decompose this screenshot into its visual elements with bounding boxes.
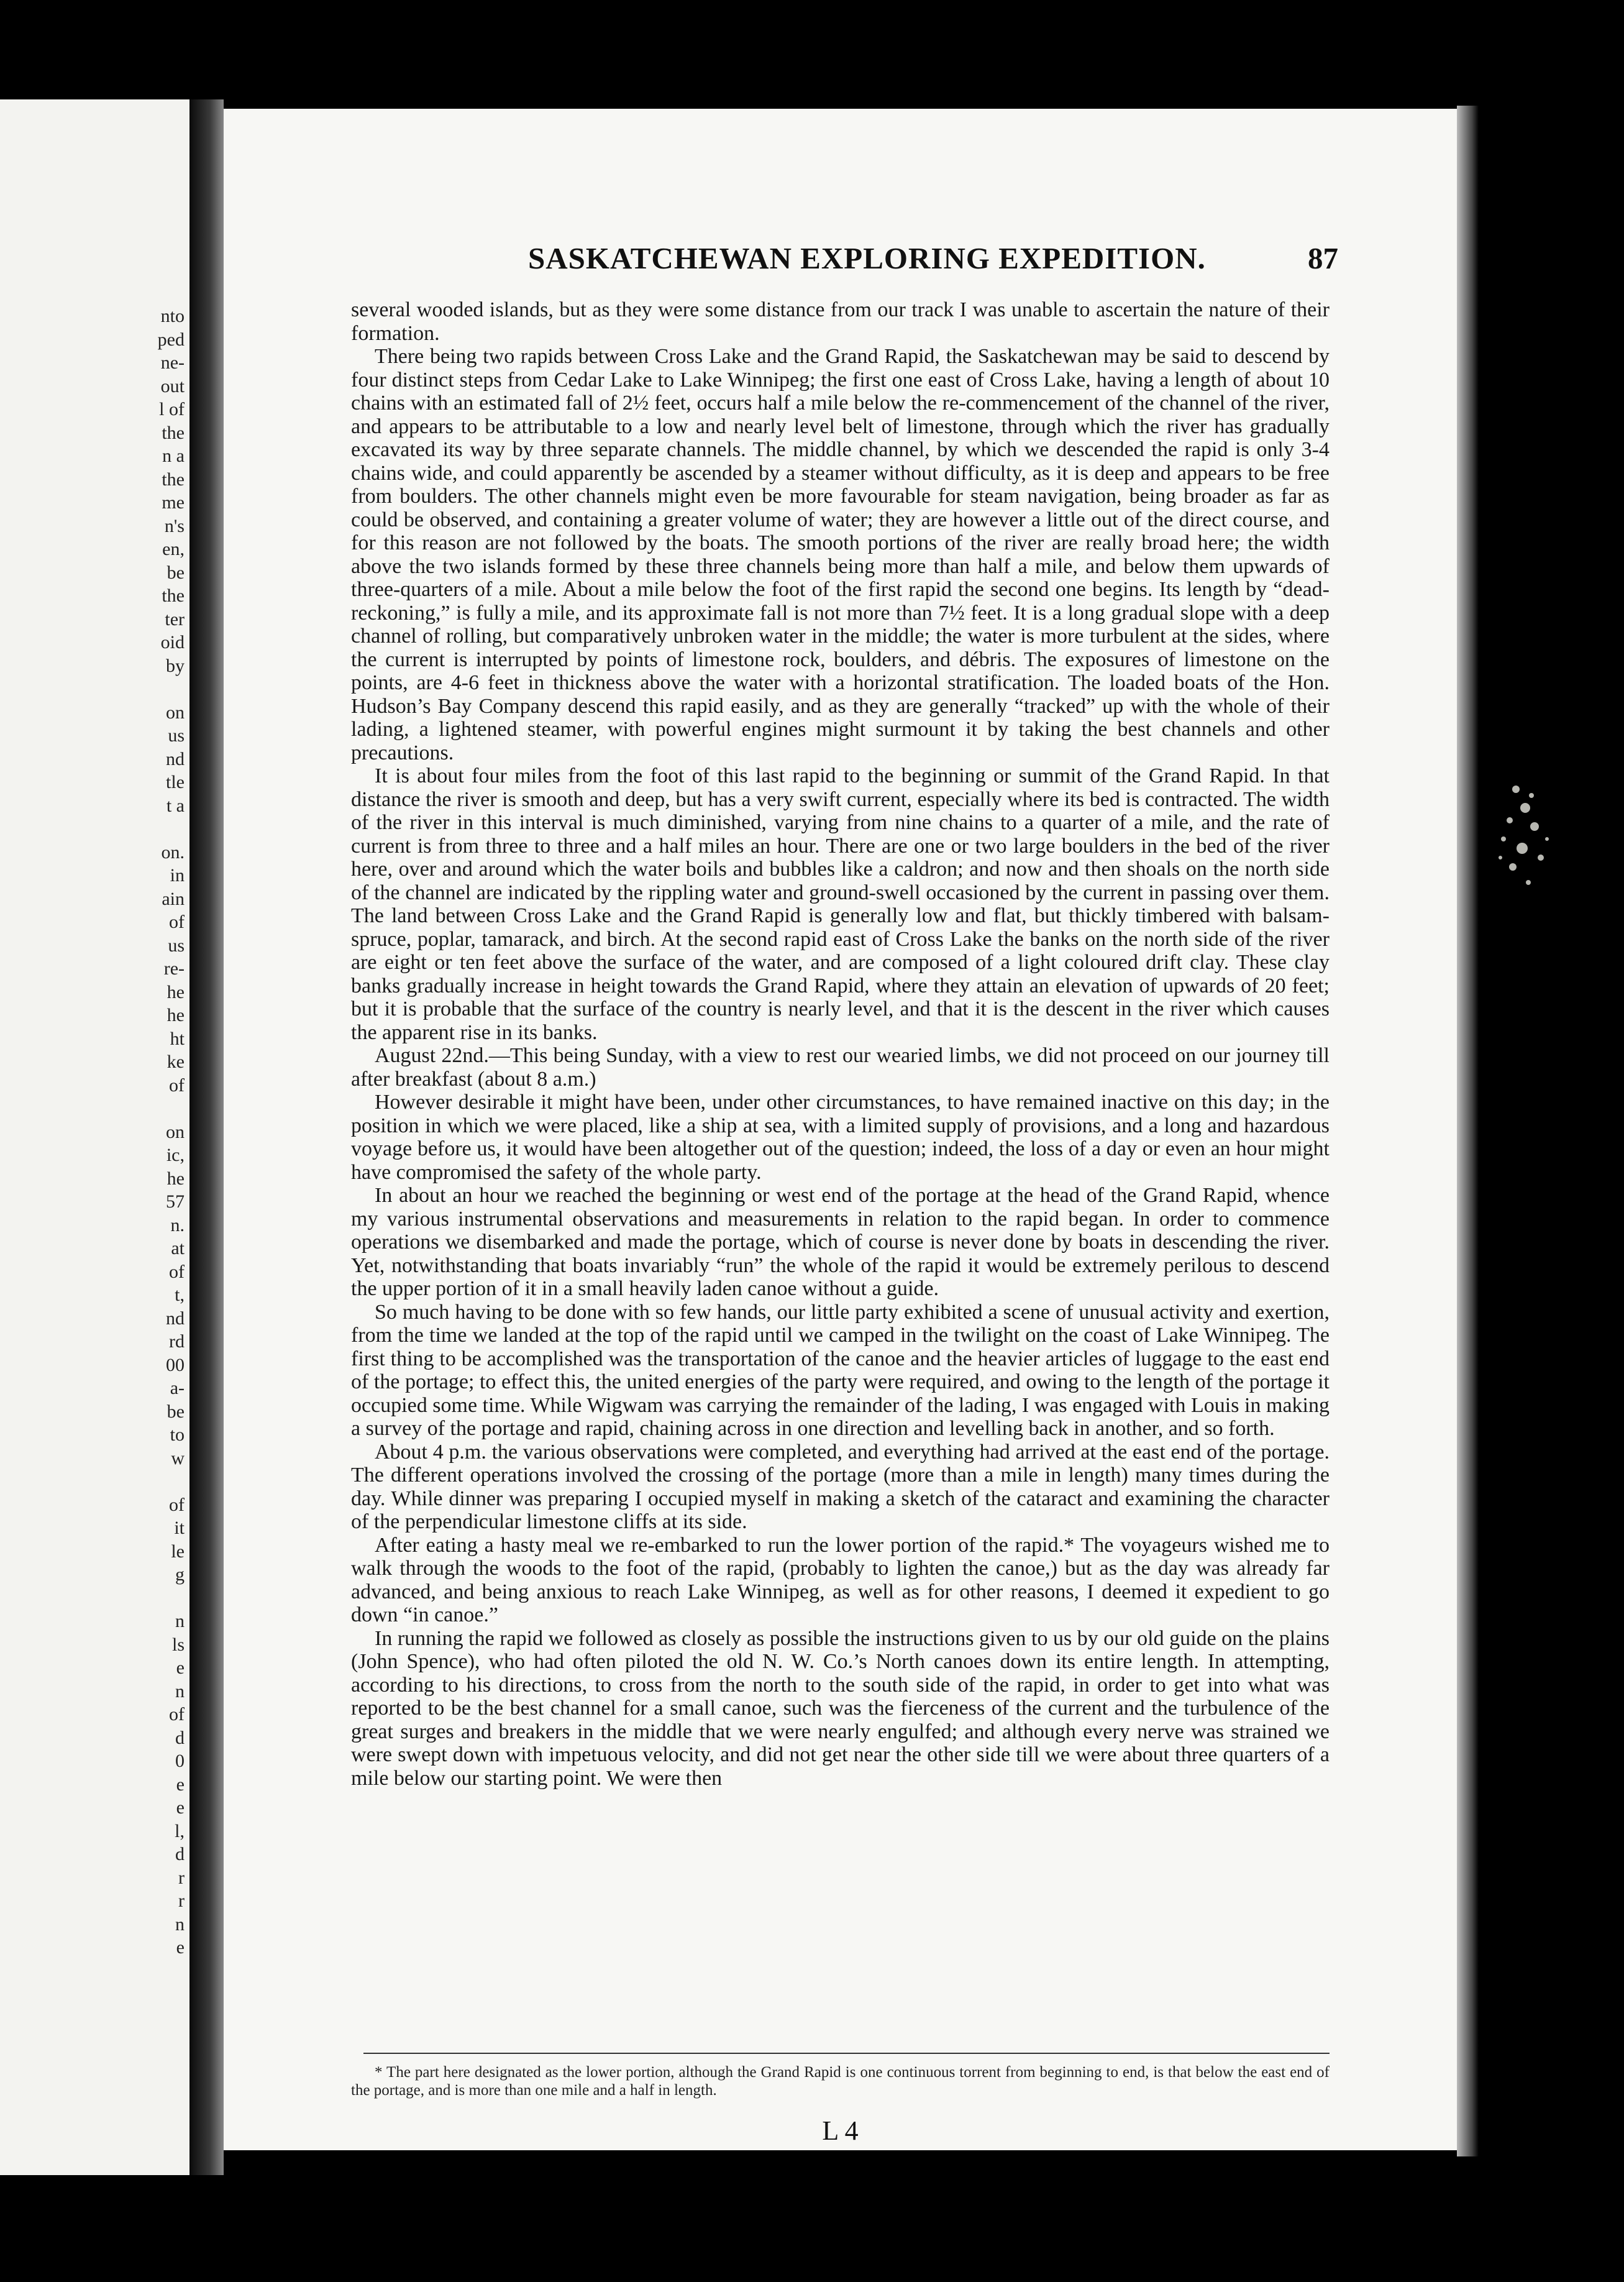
left-page-fragment: nd <box>166 1308 185 1329</box>
page-header <box>224 241 1457 278</box>
left-page-fragment: ter <box>165 608 185 630</box>
left-page-fragment: nto <box>160 306 185 326</box>
left-page-fragment: of <box>169 1494 185 1515</box>
left-page-fragment: nd <box>166 748 185 769</box>
left-page-fragment: e <box>176 1797 185 1818</box>
left-page-fragment: the <box>162 585 185 606</box>
left-page-fragment: r <box>178 1890 185 1911</box>
left-page-fragment: the <box>162 469 185 490</box>
paragraph: It is about four miles from the foot of this last rapid to the beginning or summit of the Grand Rapid. In that distance the river is smooth and deep, but has a very swift current, especially where its bed is contracted. The width of the river in this interval is much diminished, varying from nine chains to a quarter of a mile, and the rate of current is from three to three and a half miles an hour. There are one or two large boulders in the bed of the river here, over and around which the water boils and bubbles like a caldron; and now and then shoals on the north side of the channel are indicated by the rippling water and ground-swell occasioned by the current in passing over them. The land between Cross Lake and the Grand Rapid is generally low and flat, but thickly timbered with balsam-spruce, poplar, tamarack, and birch. At the second rapid east of Cross Lake the banks on the north side of the river are eight or ten feet above the surface of the water, and are composed of a light coloured drift clay. These clay banks gradually increase in height towards the Grand Rapid, where they attain an elevation of upwards of 20 feet; but it is probable that the surface of the country is nearly level, and that it is the descent in the river which causes the apparent rise in its banks. <box>351 764 1330 1044</box>
left-page-fragment: 57 <box>166 1191 185 1212</box>
left-page-fragment: oid <box>160 632 185 653</box>
left-page-fragment: l, <box>175 1820 185 1841</box>
signature-mark: L 4 <box>822 2115 859 2146</box>
left-page-fragment: ne- <box>160 352 185 373</box>
left-page-fragment: e <box>176 1774 185 1795</box>
paragraph: So much having to be done with so few hands, our little party exhibited a scene of unusual activity and exertion, from the time we landed at the top of the rapid until we camped in the twilight on the coast of Lake Winnipeg. The first thing to be accomplished was the transportation of the canoe and the heavier articles of luggage to the east end of the portage; to effect this, the united energies of the party were required, and owing to the length of the portage it occupied some time. While Wigwam was carrying the remainder of the lading, I was engaged with Louis in making a survey of the portage and rapid, chaining across in one direction and levelling back in another, and so forth. <box>351 1300 1330 1440</box>
left-page-fragment: n. <box>170 1214 185 1235</box>
left-page-fragment: it <box>174 1518 185 1538</box>
paragraph: In about an hour we reached the beginning or west end of the portage at the head of the Grand Rapid, whence my various instrumental observations and measurements in relation to the rapid began. In order to commence operations we disembarked and made the portage, which of course is never done by boats in descending the river. Yet, notwithstanding that boats invariably “run” the whole of the rapid it would be extremely perilous to descend the upper portion of it in a small heavily laden canoe without a guide. <box>351 1184 1330 1300</box>
left-page-fragment: t a <box>166 795 185 816</box>
left-page-fragment: e <box>176 1657 185 1678</box>
footnote-rule <box>363 2053 1330 2054</box>
left-page-fragment: 0 <box>175 1751 185 1771</box>
left-page-fragment: he <box>167 1168 185 1189</box>
left-page-fragment <box>158 817 185 841</box>
left-page-fragment: us <box>168 935 185 956</box>
paragraph: August 22nd.—This being Sunday, with a view to rest our wearied limbs, we did not proceed on our journey till after breakfast (about 8 a.m.) <box>351 1044 1330 1091</box>
book-page <box>224 109 1457 2150</box>
left-page-text-fragments <box>158 305 185 1959</box>
left-page-fragment: the <box>162 422 185 443</box>
left-page-fragment: of <box>169 912 185 932</box>
paragraph: However desirable it might have been, under other circumstances, to have remained inactive on this day; in the position in which we were placed, like a ship at sea, with a limited supply of provisions, and a long and hazardous voyage before us, it would have been altogether out of the question; indeed, the loss of a day or even an hour might have compromised the safety of the whole party. <box>351 1091 1330 1184</box>
left-page-fragment: at <box>171 1238 185 1258</box>
left-page-fragment: 00 <box>166 1354 185 1375</box>
left-page-fragment: of <box>169 1261 185 1282</box>
left-page-fragment: ls <box>171 1634 185 1655</box>
left-page-fragment: n <box>175 1913 185 1935</box>
left-page-fragment: to <box>170 1424 185 1445</box>
book-spine <box>189 99 224 2175</box>
running-title: SASKATCHEWAN EXPLORING EXPEDITION. <box>528 241 1206 275</box>
left-page-fragment: n <box>175 1680 185 1702</box>
left-page-fragment: out <box>160 375 185 396</box>
left-page-fragment <box>158 1097 185 1120</box>
left-page-fragment: be <box>167 562 185 583</box>
paragraph: About 4 p.m. the various observations were completed, and everything had arrived at the east end of the portage. The different operations involved the crossing of the portage (more than a mile in length) many times during the day. While dinner was preparing I occupied myself in making a sketch of the cataract and examining the character of the perpendicular limestone cliffs at its side. <box>351 1440 1330 1533</box>
paragraph: There being two rapids between Cross Lake and the Grand Rapid, the Saskatchewan may be said to descend by four distinct steps from Cedar Lake to Lake Winnipeg; the first one east of Cross Lake, having a length of about 10 chains with an estimated fall of 2½ feet, occurs half a mile below the re-commencement of the channel of the river, and appears to be attributable to a low and nearly level belt of limestone, through which the river has gradually excavated its way by three separate channels. The middle channel, by which we descended the rapid is only 3-4 chains wide, and could apparently be ascended by a steamer without difficulty, as it is deep and appears to be free from boulders. The other channels might even be more favourable for steam navigation, being broader as far as could be observed, and containing a greater volume of water; they are however a little out of the direct course, and for this reason are not followed by the boats. The smooth portions of the river are really broad here; the width above the two islands formed by these three channels being more than half a mile, and below them upwards of three-quarters of a mile. About a mile below the foot of the first rapid the second one begins. Its length by “dead-reckoning,” is fully a mile, and its approximate fall is not more than 7½ feet. It is a long gradual slope with a deep channel of rolling, but comparatively unbroken water in the middle; the water is more turbulent at the sides, where the current is interrupted by points of limestone rock, boulders, and débris. The exposures of limestone on the points, are 4-6 feet in thickness above the water with a horizontal stratification. The loaded boats of the Hon. Hudson’s Bay Company descend this rapid easily, and as they are generally “tracked” up with the whole of their lading, a lightened steamer, with powerful engines might surmount it by taking the best channels and other precautions. <box>351 345 1330 764</box>
left-page-fragment: e <box>176 1937 185 1958</box>
left-page-fragment: be <box>167 1401 185 1422</box>
paragraph: In running the rapid we followed as closely as possible the instructions given to us by our old guide on the plains (John Spence), who had often piloted the old N. W. Co.’s North canoes down its entire length. In attempting, according to his directions, to cross from the north to the south side of the rapid, in order to get into what was reported to be the best channel for a small canoe, such was the fierceness of the current and the turbulence of the great surges and breakers in the middle that we were nearly engulfed; and although every nerve was strained we were swept down with impetuous velocity, and did not get near the other side till we were about three quarters of a mile below our starting point. We were then <box>351 1626 1330 1790</box>
left-page-fragment: w <box>171 1447 185 1469</box>
left-page-fragment: of <box>169 1075 185 1096</box>
left-page-fragment: n a <box>162 446 185 466</box>
left-page-fragment: d <box>175 1844 185 1864</box>
left-page-fragment: ht <box>170 1028 185 1049</box>
left-page-fragment: us <box>168 725 185 746</box>
left-page-fragment: a- <box>170 1378 185 1398</box>
left-page-fragment <box>158 1587 185 1610</box>
left-page-fragment <box>158 677 185 701</box>
left-page-fragment: r <box>178 1867 185 1888</box>
left-page-fragment: of <box>169 1704 185 1725</box>
debris-specks <box>1466 733 1603 957</box>
left-page-fragment: me <box>162 492 185 513</box>
left-page-fragment: t, <box>175 1285 185 1305</box>
left-page-fragment: l of <box>159 399 185 419</box>
left-page-fragment: on <box>166 702 185 723</box>
left-page-fragment: he <box>167 981 185 1002</box>
left-page-fragment: le <box>171 1541 185 1562</box>
left-page-fragment: by <box>166 655 185 676</box>
left-page-fragment: n's <box>164 515 185 536</box>
left-page-fragment: g <box>175 1564 185 1585</box>
footnote: * The part here designated as the lower portion, although the Grand Rapid is one continuous torrent from beginning to end, is that below the east end of the portage, and is more than one mile and a half in length. <box>351 2064 1330 2099</box>
left-facing-page <box>0 99 189 2175</box>
left-page-fragment: ke <box>167 1052 185 1072</box>
left-page-fragment: he <box>167 1005 185 1025</box>
paragraph: After eating a hasty meal we re-embarked to run the lower portion of the rapid.* The voyageurs wished me to walk through the woods to the foot of the rapid, (probably to lighten the canoe,) but as the day was already far advanced, and being anxious to reach Lake Winnipeg, as well as for other reasons, I deemed it expedient to go down “in canoe.” <box>351 1533 1330 1626</box>
left-page-fragment: re- <box>163 958 185 979</box>
left-page-fragment: ain <box>162 888 185 909</box>
left-page-fragment: ic, <box>166 1145 185 1165</box>
page-number: 87 <box>1308 241 1338 275</box>
left-page-fragment: en, <box>162 539 185 559</box>
left-page-fragment: n <box>175 1611 185 1631</box>
left-page-fragment <box>158 1470 185 1493</box>
left-page-fragment: in <box>170 865 185 886</box>
page-edge <box>1457 106 1479 2156</box>
body-text <box>351 298 1330 1790</box>
left-page-fragment: d <box>175 1727 185 1748</box>
left-page-fragment: on. <box>161 841 185 863</box>
left-page-fragment: ped <box>157 329 185 350</box>
left-page-fragment: tle <box>166 772 185 792</box>
left-page-fragment: on <box>166 1121 185 1142</box>
paragraph: several wooded islands, but as they were some distance from our track I was unable to ascertain the nature of their formation. <box>351 298 1330 345</box>
left-page-fragment: rd <box>169 1331 185 1352</box>
